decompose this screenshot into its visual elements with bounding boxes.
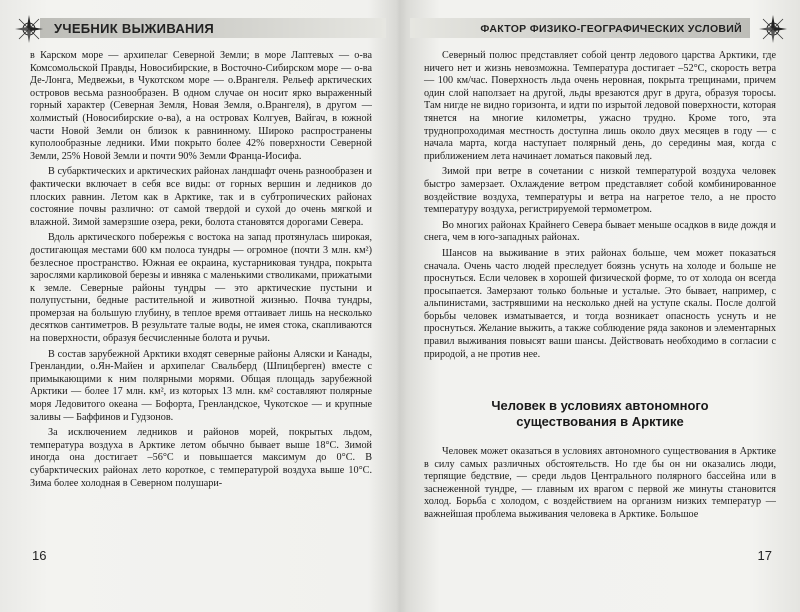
body-text [424,50,776,364]
body-text [30,50,372,493]
section-title-line: Человек в условиях автономного [491,398,709,413]
paragraph: Вдоль арктического побережья с востока на запад протянулась широкая, достигающая местами 600 км полоса тундры — огромное (почти 3 млн. км²) безлесное пространство. Южная ее окраина, кустарниковая тундра, покрыта зарослями карликовой березы и ивняка с маленькими стволиками, прижатыми к земле. Северные районы тундры — это арктические пустыни и полупустыни, бедные растительной и животной жизнью. Почва тундры, промерзая на большую глубину, в теплое время оттаивает лишь на несколько десятков сантиметров. В результате талые воды, не имея стока, скапливаются на поверхности, образуя бесчисленные болота и ручьи. [30,232,372,345]
running-header [14,14,386,42]
section-title [424,398,776,430]
running-header [410,14,788,42]
left-page [0,0,398,612]
page-number: 16 [32,548,47,563]
page-number: 17 [757,548,772,563]
compass-rose-icon [14,14,44,44]
paragraph: Человек может оказаться в условиях автономного существования в Арктике в силу самых различных обстоятельств. Но где бы он ни оказались люди, терпящие бедствие, — среди льдов Центрального полярного бассейна или в заснеженной тундре, — главным их врагом с первой же минуты становится холод. Борьба с холодом, с воздействием на организм низких температур — важнейшая проблема выживания человека в Арктике. Большое [424,446,776,520]
paragraph: в Карском море — архипелаг Северной Земли; в море Лаптевых — о-ва Комсомольской Правды, Новосибирские, в Восточно-Сибирском море — о-ва Де-Лонга, Медвежьи, в Чукотском море — о.Врангеля. Рельеф арктических островов весьма разнообразен. В одном случае он носит ярко выраженный горный характер (Северная Земля, Новая Земля, о.Врангеля), в другом — холмистый (Новосибирские о-ва), а на островах Колгуев, Вайгач, в южной части Новой Земли он близок к равнинному. Широко распространены куполообразные ледники. Ими покрыто более 42% поверхности Северной Земли, 25% Новой Земли и почти 90% Земли Франца-Иосифа. [30,50,372,162]
paragraph: За исключением ледников и районов морей, покрытых льдом, температура воздуха в Арктике летом обычно бывает выше 18°С. Зимой иногда она достигает –56°С и повышается максимум до 0°С. В субарктических районах лето короткое, с температурой воздуха выше 10°С. Зима более холодная в Северном полушари- [30,427,372,489]
paragraph: В субарктических и арктических районах ландшафт очень разнообразен и фактически включает в себя все виды: от горных вершин и ледников до плоских равнин. Летом как в Арктике, так и в субтропических районах состояние почвы различно: от самой твердой и сухой до очень мягкой и влажной. Зимой замерзшие озера, реки, болота становятся дорогами Севера. [30,166,372,228]
right-page [402,0,800,612]
paragraph: Шансов на выживание в этих районах больше, чем может показаться сначала. Очень часто людей преследует боязнь уснуть на холоде и больше не проснуться. Если человек в хорошей физической форме, то от холода он всегда просыпается. Замерзают только больные и усталые. Это бывает, например, с альпинистами, застрявшими на несколько дней на уступе скалы. После долгой борьбы человек изматывается, и тогда возникает опасность уснуть и не проснуться. Желание выжить, а также соблюдение ряда законов и элементарных правил выживания повысят ваши шансы. Действовать необходимо в согласии с природой, а не против нее. [424,247,776,360]
header-title: УЧЕБНИК ВЫЖИВАНИЯ [54,21,215,36]
paragraph: Во многих районах Крайнего Севера бывает меньше осадков в виде дождя и снега, чем в юго-западных районах. [424,219,776,244]
header-title: ФАКТОР ФИЗИКО-ГЕОГРАФИЧЕСКИХ УСЛОВИЙ [480,23,742,35]
section-body-text [424,446,776,525]
paragraph: В состав зарубежной Арктики входят северные районы Аляски и Канады, Гренландии, о.Ян-Майен и архипелаг Свальберд (Шпицберген) вместе с примыкающими к ним полярными морями. Общая площадь зарубежной Арктики — более 17 млн. км², из которых 13 млн. км² составляют полярные моря Ледовитого океана — Бофорта, Гренландское, Чукотское — и крупные заливы — Баффинов и Гудзонов. [30,348,372,423]
compass-rose-icon [758,14,788,44]
section-title-line: существования в Арктике [516,414,684,429]
paragraph: Северный полюс представляет собой центр ледового царства Арктики, где ничего нет и жизнь невозможна. Температура достигает –52°С, скорость ветра — 100 км/час. Поверхность льда очень неровная, покрыта трещинами, причем один слой наползает на другой, льды врезаются друг в друга, образуя торосы. Там нигде не видно горизонта, и идти по изрытой ледовой поверхности, которая тянется на многие километры, ужасно трудно. Кроме того, эта труднопроходимая местность доступна лишь около двух месяцев в году — с начала марта, когда наступает полярный день, до середины мая, когда с приближением лета начинает ломаться паковый лед. [424,50,776,162]
paragraph: Зимой при ветре в сочетании с низкой температурой воздуха человек быстро замерзает. Охлаждение ветром представляет собой комбинированное воздействие воздуха, температуры и ветра на нагретое тело, а не просто температуру воздуха, регистрируемой термометром. [424,166,776,216]
